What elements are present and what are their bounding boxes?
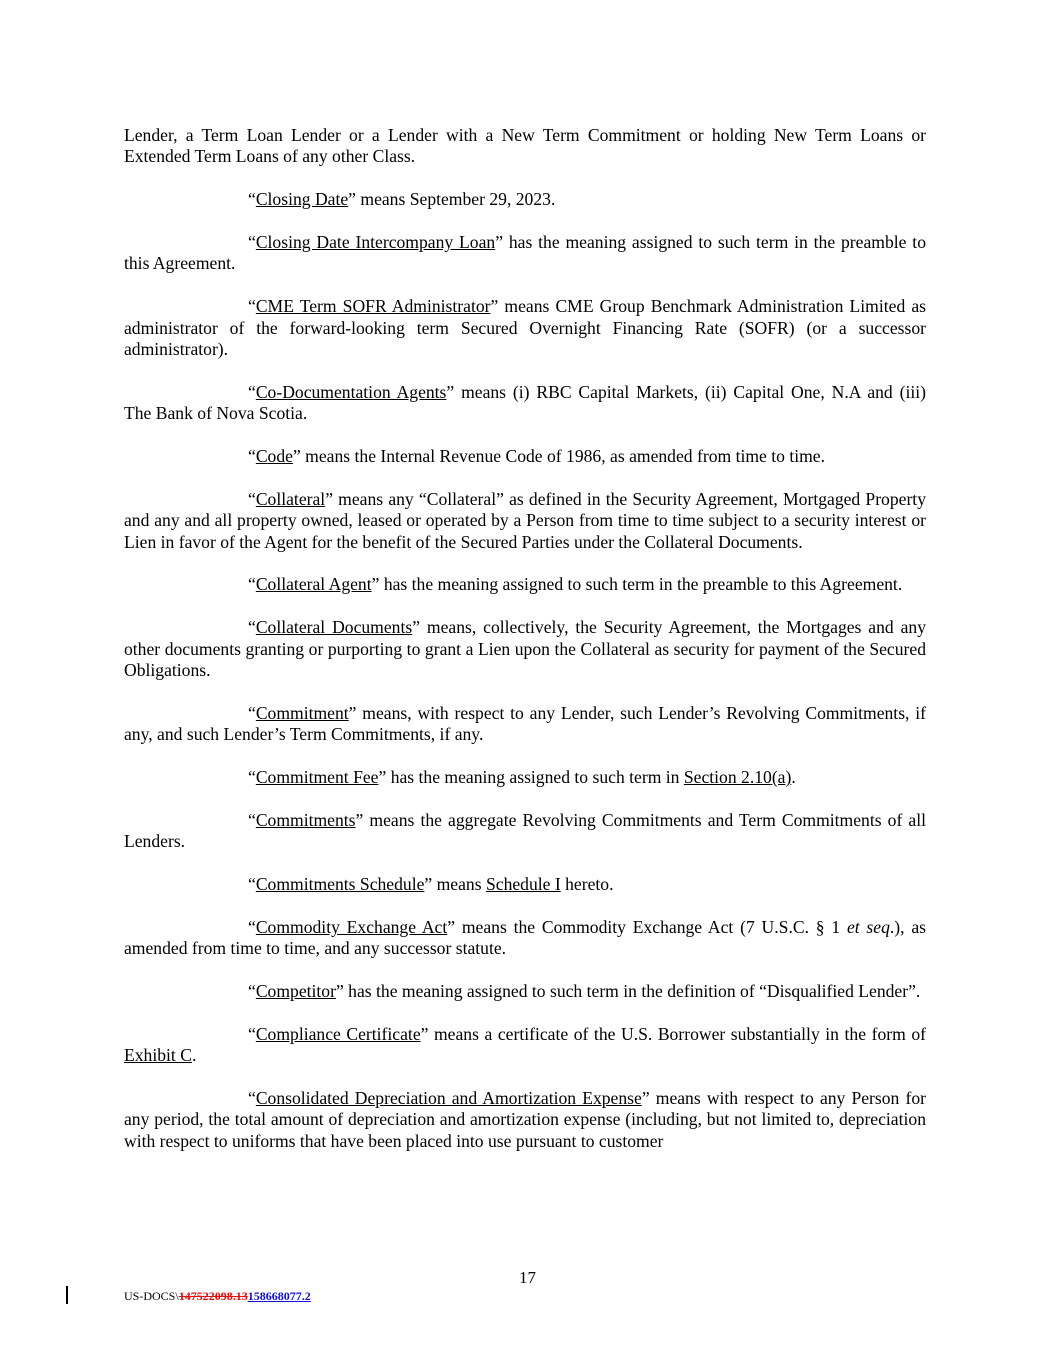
defined-term: CME Term SOFR Administrator bbox=[255, 296, 491, 317]
paragraph-text: ” means the Commodity Exchange Act (7 U.S.C. § 1 bbox=[447, 916, 847, 937]
defined-term: Collateral bbox=[255, 488, 326, 509]
paragraph-text: ” means bbox=[424, 874, 486, 895]
continued-paragraph bbox=[124, 125, 926, 168]
definition-paragraph bbox=[124, 189, 926, 210]
paragraph-text: .), as amended from time to time, and any successor statute. bbox=[124, 916, 926, 959]
paragraph-text: ” means (i) RBC Capital Markets, (ii) Capital One, N.A and (iii) The Bank of Nova Scotia. bbox=[124, 381, 926, 424]
change-bar bbox=[66, 1286, 68, 1304]
definition-paragraph bbox=[124, 296, 926, 360]
document-body bbox=[124, 125, 926, 1174]
paragraph-text: “ bbox=[248, 488, 256, 509]
definition-paragraph bbox=[124, 767, 926, 788]
paragraph-text: ” means the Internal Revenue Code of 1986, as amended from time to time. bbox=[292, 446, 826, 467]
paragraph-text: “ bbox=[248, 809, 256, 830]
paragraph-text: “ bbox=[248, 296, 256, 317]
definition-paragraph bbox=[124, 703, 926, 746]
paragraph-text: ” means with respect to any Person for any period, the total amount of depreciation and amortization expense (including, but not limited to, depreciation with respect to uniforms that have been placed into use pursuant to customer bbox=[124, 1088, 926, 1151]
paragraph-text: ” has the meaning assigned to such term in the preamble to this Agreement. bbox=[124, 232, 926, 274]
definition-paragraph bbox=[124, 617, 926, 681]
definition-paragraph bbox=[124, 810, 926, 853]
paragraph-text: ” means a certificate of the U.S. Borrower substantially in the form of bbox=[420, 1023, 926, 1044]
paragraph-text: ” means CME Group Benchmark Administration Limited as administrator of the forward-looking term Secured Overnight Financing Rate (SOFR) (or a successor administrator). bbox=[124, 296, 926, 360]
definition-paragraph bbox=[124, 1024, 926, 1067]
italic-text: et seq bbox=[846, 916, 890, 937]
paragraph-text: ” has the meaning assigned to such term in bbox=[378, 767, 684, 788]
paragraph-text: ” means September 29, 2023. bbox=[348, 189, 556, 210]
paragraph-text: “ bbox=[248, 381, 256, 402]
definition-paragraph bbox=[124, 1088, 926, 1152]
cross-reference: Schedule I bbox=[485, 874, 561, 895]
paragraph-text: “ bbox=[248, 1088, 256, 1109]
doc-id-prefix: US-DOCS\ bbox=[124, 1289, 179, 1303]
defined-term: Commitment Fee bbox=[255, 767, 379, 788]
defined-term: Closing Date bbox=[255, 189, 349, 210]
definition-paragraph bbox=[124, 981, 926, 1002]
cross-reference: Exhibit C bbox=[124, 1045, 192, 1066]
defined-term: Code bbox=[255, 446, 293, 467]
paragraph-text: hereto. bbox=[560, 874, 614, 895]
paragraph-text: “ bbox=[248, 232, 256, 252]
paragraph-text: “ bbox=[248, 1023, 256, 1044]
defined-term: Commitments bbox=[255, 809, 356, 830]
defined-term: Compliance Certificate bbox=[255, 1023, 421, 1044]
paragraph-text: “ bbox=[248, 189, 256, 210]
defined-term: Competitor bbox=[255, 981, 336, 1002]
definition-paragraph bbox=[124, 489, 926, 553]
doc-id-inserted: 158668077.2 bbox=[247, 1289, 311, 1303]
paragraph-text: ” means the aggregate Revolving Commitments and Term Commitments of all Lenders. bbox=[124, 809, 926, 852]
definition-paragraph bbox=[124, 446, 926, 467]
definition-paragraph bbox=[124, 874, 926, 895]
defined-term: Commitment bbox=[255, 702, 349, 723]
defined-term: Collateral Agent bbox=[255, 574, 372, 595]
definition-paragraph bbox=[124, 232, 926, 275]
paragraph-text: ” means, collectively, the Security Agreement, the Mortgages and any other documents granting or purporting to grant a Lien upon the Collateral as security for payment of the Secured Obligations. bbox=[124, 617, 926, 681]
paragraph-text: ” means, with respect to any Lender, such Lender’s Revolving Commitments, if any, and such Lender’s Term Commitments, if any. bbox=[124, 702, 926, 745]
page-number: 17 bbox=[519, 1268, 536, 1287]
paragraph-text: . bbox=[191, 1045, 197, 1066]
doc-id-deleted: 147522098.13 bbox=[178, 1289, 248, 1303]
paragraph-text: “ bbox=[248, 981, 256, 1002]
paragraph-text: . bbox=[791, 767, 796, 788]
defined-term: Closing Date Intercompany Loan bbox=[255, 232, 496, 252]
paragraph-text: ” has the meaning assigned to such term in the preamble to this Agreement. bbox=[371, 574, 903, 595]
paragraph-text: “ bbox=[248, 617, 256, 638]
paragraph-text: “ bbox=[248, 446, 256, 467]
definition-paragraph bbox=[124, 917, 926, 960]
defined-term: Commitments Schedule bbox=[255, 874, 425, 895]
defined-term: Co-Documentation Agents bbox=[255, 381, 447, 402]
paragraph-text: ” means any “Collateral” as defined in the Security Agreement, Mortgaged Property and any and all property owned, leased or operated by a Person from time to time subject to a security interest or Lien in favor of the Agent for the benefit of the Secured Parties under the Collateral Documents. bbox=[124, 488, 926, 552]
definition-paragraph bbox=[124, 574, 926, 595]
paragraph-text: “ bbox=[248, 702, 256, 723]
paragraph-text: “ bbox=[248, 767, 256, 788]
cross-reference: Section 2.10(a) bbox=[683, 767, 792, 788]
paragraph-text: “ bbox=[248, 916, 256, 937]
paragraph-text: ” has the meaning assigned to such term in the definition of “Disqualified Lender”. bbox=[335, 981, 921, 1002]
paragraph-text: “ bbox=[248, 874, 256, 895]
document-id-footer bbox=[124, 1289, 311, 1304]
defined-term: Consolidated Depreciation and Amortization Expense bbox=[255, 1088, 642, 1109]
defined-term: Commodity Exchange Act bbox=[255, 916, 448, 937]
paragraph-text: Lender, a Term Loan Lender or a Lender with a New Term Commitment or holding New Term Loans or Extended Term Loans of any other Class. bbox=[124, 125, 926, 167]
defined-term: Collateral Documents bbox=[255, 617, 413, 638]
paragraph-text: “ bbox=[248, 574, 256, 595]
definition-paragraph bbox=[124, 382, 926, 425]
